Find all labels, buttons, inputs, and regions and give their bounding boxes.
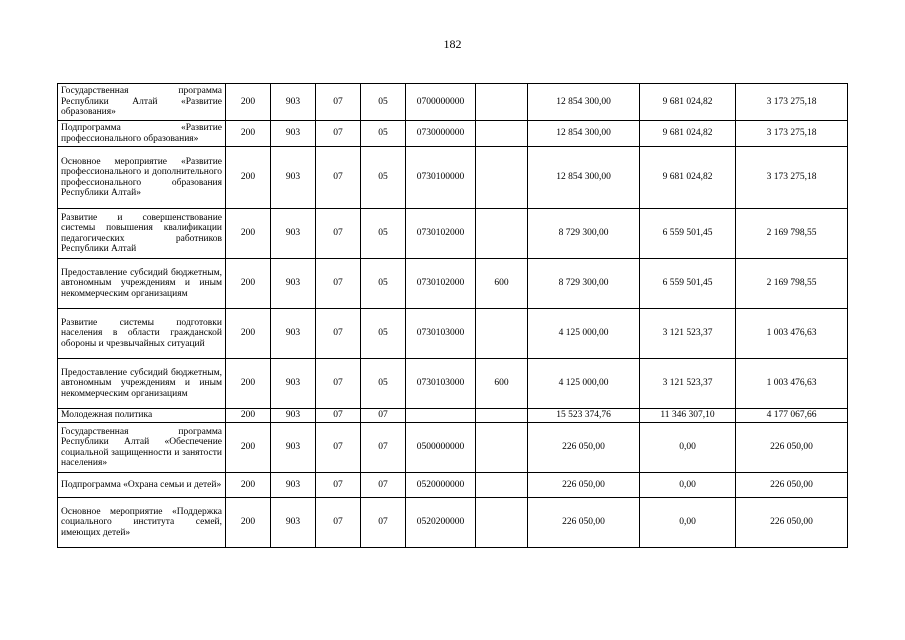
rest-amount: 4 177 067,66 <box>736 409 848 423</box>
ved-code: 200 <box>226 259 271 309</box>
subsection-code: 05 <box>361 121 406 147</box>
budget-table <box>57 83 848 548</box>
target-article-code: 0500000000 <box>406 423 476 473</box>
subsection-code: 07 <box>361 498 406 548</box>
ved-code: 200 <box>226 423 271 473</box>
section-code: 07 <box>316 309 361 359</box>
row-name: Основное мероприятие «Поддержка социального института семей, имеющих детей» <box>58 498 226 548</box>
page-number: 182 <box>443 37 462 51</box>
table-row <box>58 473 848 498</box>
table-row <box>58 259 848 309</box>
table-row <box>58 409 848 423</box>
target-article-code: 0520200000 <box>406 498 476 548</box>
table-row <box>58 84 848 121</box>
row-name: Подпрограмма «Охрана семьи и детей» <box>58 473 226 498</box>
expense-type-code <box>476 121 528 147</box>
gr-code: 903 <box>271 309 316 359</box>
table-row <box>58 498 848 548</box>
rest-amount: 3 173 275,18 <box>736 84 848 121</box>
row-name: Предоставление субсидий бюджетным, автономным учреждениям и иным некоммерческим организациям <box>58 359 226 409</box>
table-row <box>58 359 848 409</box>
fact-amount: 9 681 024,82 <box>640 84 736 121</box>
rest-amount: 3 173 275,18 <box>736 121 848 147</box>
subsection-code: 07 <box>361 409 406 423</box>
section-code: 07 <box>316 209 361 259</box>
fact-amount: 6 559 501,45 <box>640 209 736 259</box>
fact-amount: 9 681 024,82 <box>640 147 736 209</box>
plan-amount: 15 523 374,76 <box>528 409 640 423</box>
gr-code: 903 <box>271 409 316 423</box>
expense-type-code: 600 <box>476 359 528 409</box>
gr-code: 903 <box>271 121 316 147</box>
ved-code: 200 <box>226 209 271 259</box>
section-code: 07 <box>316 84 361 121</box>
ved-code: 200 <box>226 498 271 548</box>
gr-code: 903 <box>271 473 316 498</box>
ved-code: 200 <box>226 309 271 359</box>
target-article-code <box>406 409 476 423</box>
rest-amount: 226 050,00 <box>736 423 848 473</box>
expense-type-code <box>476 473 528 498</box>
target-article-code: 0730102000 <box>406 259 476 309</box>
rest-amount: 1 003 476,63 <box>736 359 848 409</box>
rest-amount: 2 169 798,55 <box>736 259 848 309</box>
ved-code: 200 <box>226 359 271 409</box>
expense-type-code: 600 <box>476 259 528 309</box>
subsection-code: 07 <box>361 423 406 473</box>
plan-amount: 8 729 300,00 <box>528 259 640 309</box>
target-article-code: 0730000000 <box>406 121 476 147</box>
expense-type-code <box>476 423 528 473</box>
row-name: Молодежная политика <box>58 409 226 423</box>
subsection-code: 05 <box>361 309 406 359</box>
fact-amount: 11 346 307,10 <box>640 409 736 423</box>
row-name: Государственная программа Республики Алтай «Обеспечение социальной защищенности и занятости населения» <box>58 423 226 473</box>
subsection-code: 05 <box>361 209 406 259</box>
subsection-code: 07 <box>361 473 406 498</box>
row-name: Развитие системы подготовки населения в области гражданской обороны и чрезвычайных ситуаций <box>58 309 226 359</box>
gr-code: 903 <box>271 147 316 209</box>
plan-amount: 8 729 300,00 <box>528 209 640 259</box>
expense-type-code <box>476 147 528 209</box>
section-code: 07 <box>316 498 361 548</box>
subsection-code: 05 <box>361 84 406 121</box>
rest-amount: 3 173 275,18 <box>736 147 848 209</box>
section-code: 07 <box>316 359 361 409</box>
subsection-code: 05 <box>361 259 406 309</box>
plan-amount: 4 125 000,00 <box>528 359 640 409</box>
ved-code: 200 <box>226 409 271 423</box>
section-code: 07 <box>316 259 361 309</box>
section-code: 07 <box>316 147 361 209</box>
gr-code: 903 <box>271 359 316 409</box>
plan-amount: 226 050,00 <box>528 423 640 473</box>
rest-amount: 226 050,00 <box>736 498 848 548</box>
section-code: 07 <box>316 473 361 498</box>
target-article-code: 0730103000 <box>406 359 476 409</box>
fact-amount: 0,00 <box>640 473 736 498</box>
ved-code: 200 <box>226 84 271 121</box>
target-article-code: 0700000000 <box>406 84 476 121</box>
target-article-code: 0730103000 <box>406 309 476 359</box>
rest-amount: 1 003 476,63 <box>736 309 848 359</box>
table-row <box>58 309 848 359</box>
gr-code: 903 <box>271 209 316 259</box>
subsection-code: 05 <box>361 359 406 409</box>
ved-code: 200 <box>226 473 271 498</box>
gr-code: 903 <box>271 498 316 548</box>
section-code: 07 <box>316 409 361 423</box>
row-name: Подпрограмма «Развитие профессионального образования» <box>58 121 226 147</box>
expense-type-code <box>476 409 528 423</box>
fact-amount: 3 121 523,37 <box>640 359 736 409</box>
fact-amount: 6 559 501,45 <box>640 259 736 309</box>
rest-amount: 2 169 798,55 <box>736 209 848 259</box>
gr-code: 903 <box>271 259 316 309</box>
row-name: Государственная программа Республики Алтай «Развитие образования» <box>58 84 226 121</box>
plan-amount: 12 854 300,00 <box>528 121 640 147</box>
plan-amount: 12 854 300,00 <box>528 84 640 121</box>
row-name: Предоставление субсидий бюджетным, автономным учреждениям и иным некоммерческим организациям <box>58 259 226 309</box>
target-article-code: 0730102000 <box>406 209 476 259</box>
fact-amount: 9 681 024,82 <box>640 121 736 147</box>
plan-amount: 226 050,00 <box>528 473 640 498</box>
gr-code: 903 <box>271 84 316 121</box>
target-article-code: 0520000000 <box>406 473 476 498</box>
target-article-code: 0730100000 <box>406 147 476 209</box>
subsection-code: 05 <box>361 147 406 209</box>
plan-amount: 12 854 300,00 <box>528 147 640 209</box>
table-row <box>58 423 848 473</box>
fact-amount: 0,00 <box>640 498 736 548</box>
ved-code: 200 <box>226 121 271 147</box>
row-name: Основное мероприятие «Развитие профессионального и дополнительного профессионального образования Республики Алтай» <box>58 147 226 209</box>
ved-code: 200 <box>226 147 271 209</box>
fact-amount: 3 121 523,37 <box>640 309 736 359</box>
rest-amount: 226 050,00 <box>736 473 848 498</box>
gr-code: 903 <box>271 423 316 473</box>
fact-amount: 0,00 <box>640 423 736 473</box>
expense-type-code <box>476 84 528 121</box>
expense-type-code <box>476 498 528 548</box>
section-code: 07 <box>316 423 361 473</box>
table-row <box>58 209 848 259</box>
expense-type-code <box>476 209 528 259</box>
table-row <box>58 121 848 147</box>
row-name: Развитие и совершенствование системы повышения квалификации педагогических работников Республики Алтай <box>58 209 226 259</box>
expense-type-code <box>476 309 528 359</box>
plan-amount: 4 125 000,00 <box>528 309 640 359</box>
table-row <box>58 147 848 209</box>
plan-amount: 226 050,00 <box>528 498 640 548</box>
section-code: 07 <box>316 121 361 147</box>
